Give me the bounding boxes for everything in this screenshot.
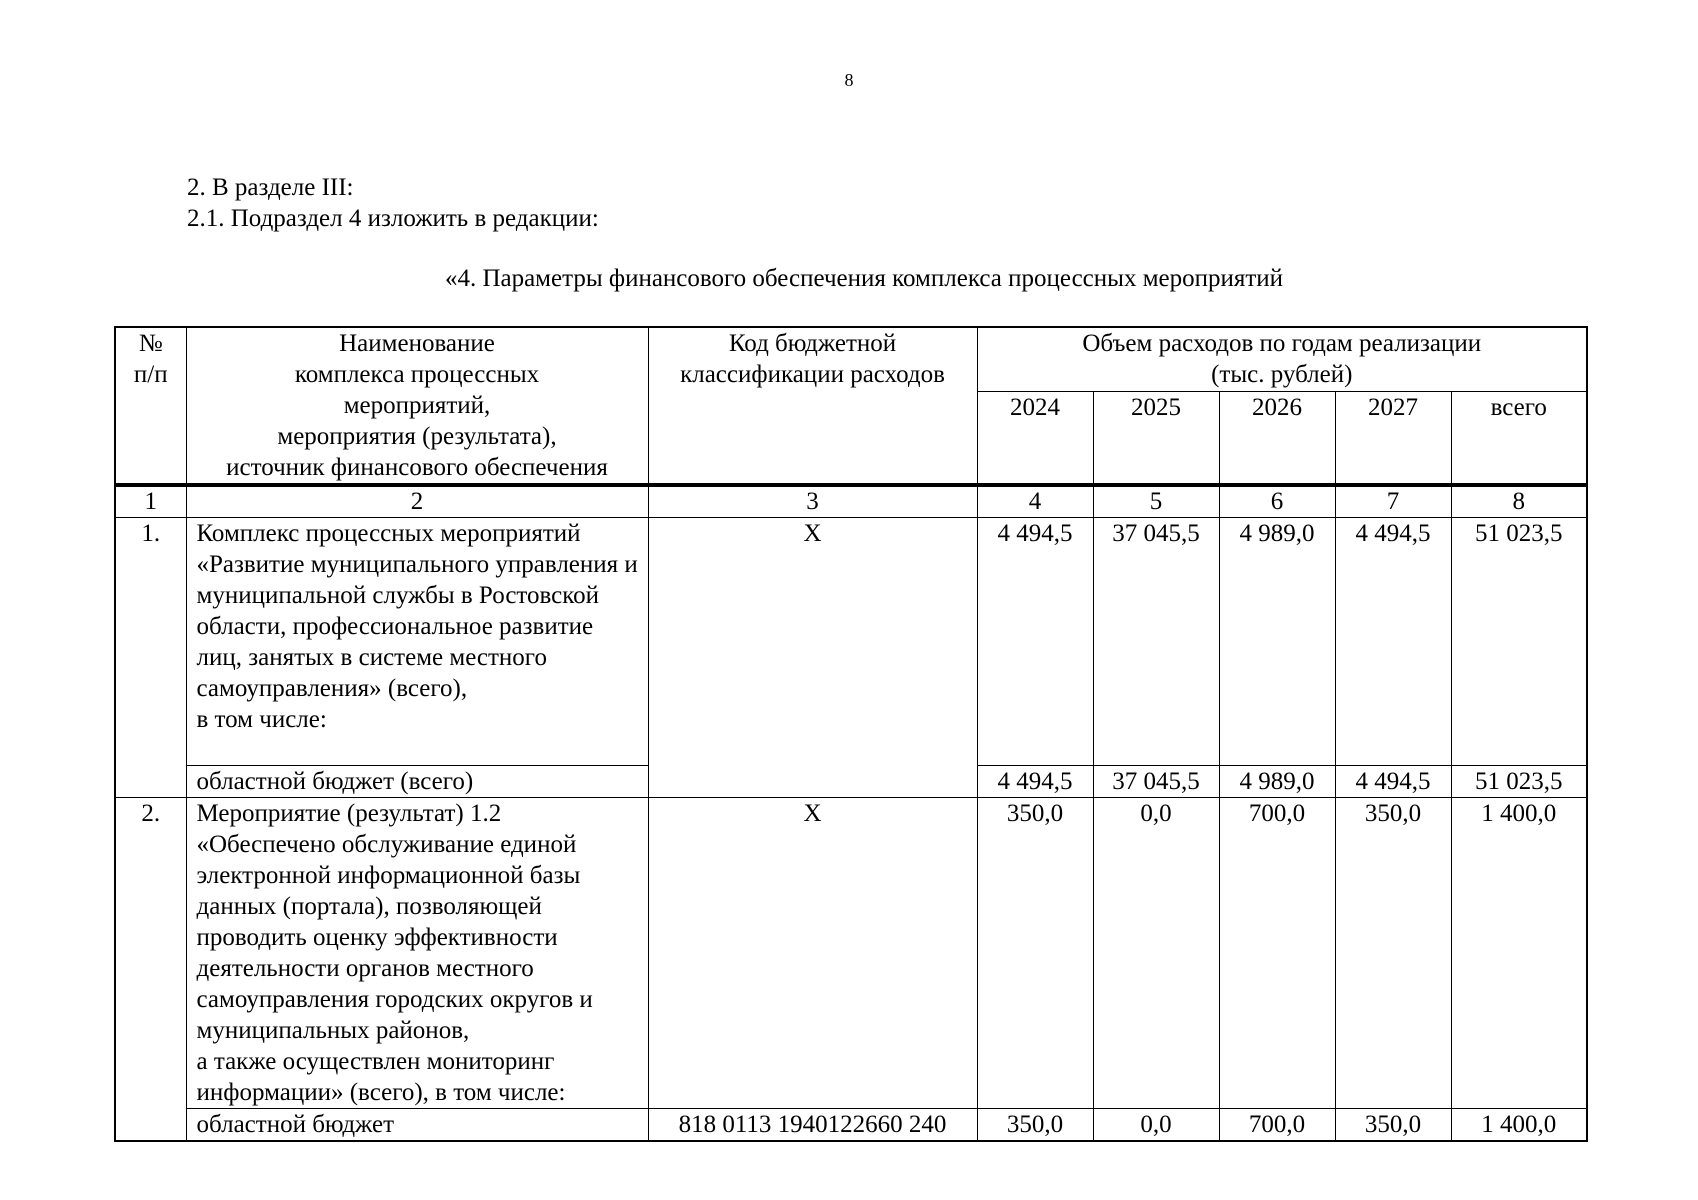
row-code: 818 0113 1940122660 240: [648, 1109, 977, 1142]
row-number: 1.: [115, 518, 186, 798]
value-2024: 4 494,5: [977, 766, 1093, 798]
header-volume: Объем расходов по годам реализации (тыс. рублей): [977, 327, 1587, 391]
value-2024: 350,0: [977, 1109, 1093, 1142]
row-name: областной бюджет: [186, 1109, 648, 1142]
intro-line-2: 2.1. Подраздел 4 изложить в редакции:: [187, 205, 599, 232]
column-number: 6: [1219, 485, 1335, 518]
header-year-2024: 2024: [977, 391, 1093, 485]
header-code: Код бюджетной классификации расходов: [648, 327, 977, 485]
value-2024: 350,0: [977, 798, 1093, 1109]
value-total: 1 400,0: [1451, 798, 1587, 1109]
section-title: «4. Параметры финансового обеспечения комплекса процессных мероприятий: [444, 265, 1284, 292]
value-total: 51 023,5: [1451, 518, 1587, 766]
row-code: X: [648, 798, 977, 1109]
header-num: № п/п: [115, 327, 186, 485]
column-number: 3: [648, 485, 977, 518]
intro-line-1: 2. В разделе III:: [187, 174, 354, 201]
header-year-2026: 2026: [1219, 391, 1335, 485]
column-number: 1: [115, 485, 186, 518]
header-name: Наименование комплекса процессных мероприятий, мероприятия (результата), источник финансового обеспечения: [186, 327, 648, 485]
row-code: X: [648, 518, 977, 798]
column-number: 2: [186, 485, 648, 518]
value-2026: 700,0: [1219, 1109, 1335, 1142]
column-number: 4: [977, 485, 1093, 518]
header-total: всего: [1451, 391, 1587, 485]
table-row: [115, 798, 1587, 1109]
financing-table: [114, 326, 1588, 1142]
column-number: 8: [1451, 485, 1587, 518]
value-total: 51 023,5: [1451, 766, 1587, 798]
value-2025: 0,0: [1093, 798, 1219, 1109]
value-2025: 37 045,5: [1093, 518, 1219, 766]
header-year-2027: 2027: [1335, 391, 1451, 485]
value-total: 1 400,0: [1451, 1109, 1587, 1142]
row-name: областной бюджет (всего): [186, 766, 648, 798]
header-year-2025: 2025: [1093, 391, 1219, 485]
value-2025: 0,0: [1093, 1109, 1219, 1142]
value-2027: 350,0: [1335, 1109, 1451, 1142]
value-2027: 4 494,5: [1335, 518, 1451, 766]
table-row: [115, 518, 1587, 766]
value-2026: 700,0: [1219, 798, 1335, 1109]
column-number: 7: [1335, 485, 1451, 518]
value-2027: 350,0: [1335, 798, 1451, 1109]
value-2025: 37 045,5: [1093, 766, 1219, 798]
row-name: Мероприятие (результат) 1.2 «Обеспечено обслуживание единой электронной информационной базы данных (портала), позволяющей проводить оценку эффективности деятельности органов местного самоуправления городских округов и муниципальных районов, а также осуществлен мониторинг информации» (всего), в том числе:: [186, 798, 648, 1109]
page-number: 8: [844, 70, 854, 90]
row-name: Комплекс процессных мероприятий «Развитие муниципального управления и муниципальной службы в Ростовской области, профессиональное развитие лиц, занятых в системе местного самоуправления» (всего), в том числе:: [186, 518, 648, 766]
value-2027: 4 494,5: [1335, 766, 1451, 798]
column-number: 5: [1093, 485, 1219, 518]
value-2026: 4 989,0: [1219, 518, 1335, 766]
table-subrow: [115, 1109, 1587, 1142]
row-number: 2.: [115, 798, 186, 1142]
value-2024: 4 494,5: [977, 518, 1093, 766]
value-2026: 4 989,0: [1219, 766, 1335, 798]
